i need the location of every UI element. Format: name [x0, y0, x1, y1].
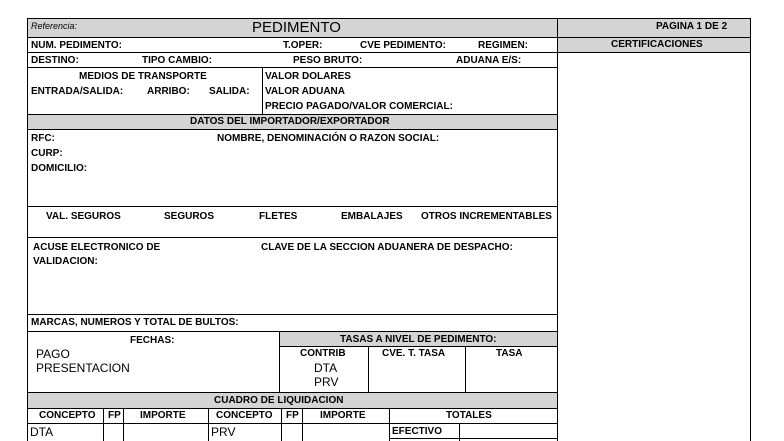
- arribo-label: ARRIBO:: [147, 86, 190, 97]
- transporte-title: MEDIOS DE TRANSPORTE: [79, 71, 207, 82]
- importe-header-2: IMPORTE: [320, 410, 366, 421]
- importador-title: DATOS DEL IMPORTADOR/EXPORTADOR: [190, 116, 390, 127]
- valor-dolares-label: VALOR DOLARES: [265, 71, 351, 82]
- regimen-label: REGIMEN:: [478, 40, 528, 51]
- tasa-header: TASA: [496, 348, 523, 359]
- num-pedimento-label: NUM. PEDIMENTO:: [31, 40, 122, 51]
- marcas-label: MARCAS, NUMEROS Y TOTAL DE BULTOS:: [31, 317, 239, 328]
- acuse-label-line1: ACUSE ELECTRONICO DE: [33, 242, 161, 253]
- pago-label: PAGO: [36, 347, 70, 361]
- embalajes-label: EMBALAJES: [341, 211, 403, 222]
- acuse-label-line2: VALIDACION:: [33, 256, 98, 267]
- totales-header: TOTALES: [446, 410, 492, 421]
- nombre-label: NOMBRE, DENOMINACIÓN O RAZON SOCIAL:: [217, 133, 440, 144]
- concepto-dta: DTA: [30, 425, 54, 439]
- cve-pedimento-label: CVE PEDIMENTO:: [360, 40, 446, 51]
- importe-header-1: IMPORTE: [140, 410, 186, 421]
- destino-label: DESTINO:: [31, 55, 79, 66]
- fp-header-1: FP: [108, 410, 121, 421]
- otros-incrementables-label: OTROS INCREMENTABLES: [421, 211, 552, 222]
- concepto-header-1: CONCEPTO: [39, 410, 96, 421]
- presentacion-label: PRESENTACION: [36, 361, 130, 375]
- fechas-title: FECHAS:: [130, 335, 175, 346]
- valor-aduana-label: VALOR ADUANA: [265, 86, 345, 97]
- rfc-label: RFC:: [31, 133, 55, 144]
- curp-label: CURP:: [31, 148, 63, 159]
- contrib-prv: PRV: [314, 375, 339, 389]
- salida-label: SALIDA:: [209, 86, 250, 97]
- pagina-label: PAGINA 1 DE 2: [656, 21, 728, 32]
- peso-bruto-label: PESO BRUTO:: [293, 55, 363, 66]
- document-title: PEDIMENTO: [252, 19, 341, 36]
- liquidacion-title: CUADRO DE LIQUIDACION: [214, 395, 344, 406]
- tipo-cambio-label: TIPO CAMBIO:: [142, 55, 212, 66]
- aduana-label: ADUANA E/S:: [456, 55, 522, 66]
- val-seguros-label: VAL. SEGUROS: [46, 211, 121, 222]
- concepto-header-2: CONCEPTO: [216, 410, 273, 421]
- clave-seccion-label: CLAVE DE LA SECCION ADUANERA DE DESPACHO:: [261, 242, 513, 253]
- contrib-header: CONTRIB: [300, 348, 346, 359]
- contrib-dta: DTA: [314, 361, 338, 375]
- referencia-label: Referencia:: [31, 21, 78, 31]
- precio-pagado-label: PRECIO PAGADO/VALOR COMERCIAL:: [265, 101, 453, 112]
- t-oper-label: T.OPER:: [283, 40, 323, 51]
- concepto-prv: PRV: [211, 425, 236, 439]
- efectivo-label: EFECTIVO: [392, 426, 443, 437]
- entrada-salida-label: ENTRADA/SALIDA:: [31, 86, 124, 97]
- fp-header-2: FP: [286, 410, 299, 421]
- seguros-label: SEGUROS: [164, 211, 215, 222]
- domicilio-label: DOMICILIO:: [31, 163, 88, 174]
- certificaciones-label: CERTIFICACIONES: [611, 39, 703, 50]
- fletes-label: FLETES: [259, 211, 298, 222]
- cve-tasa-header: CVE. T. TASA: [382, 348, 446, 359]
- tasas-title: TASAS A NIVEL DE PEDIMENTO:: [340, 334, 497, 345]
